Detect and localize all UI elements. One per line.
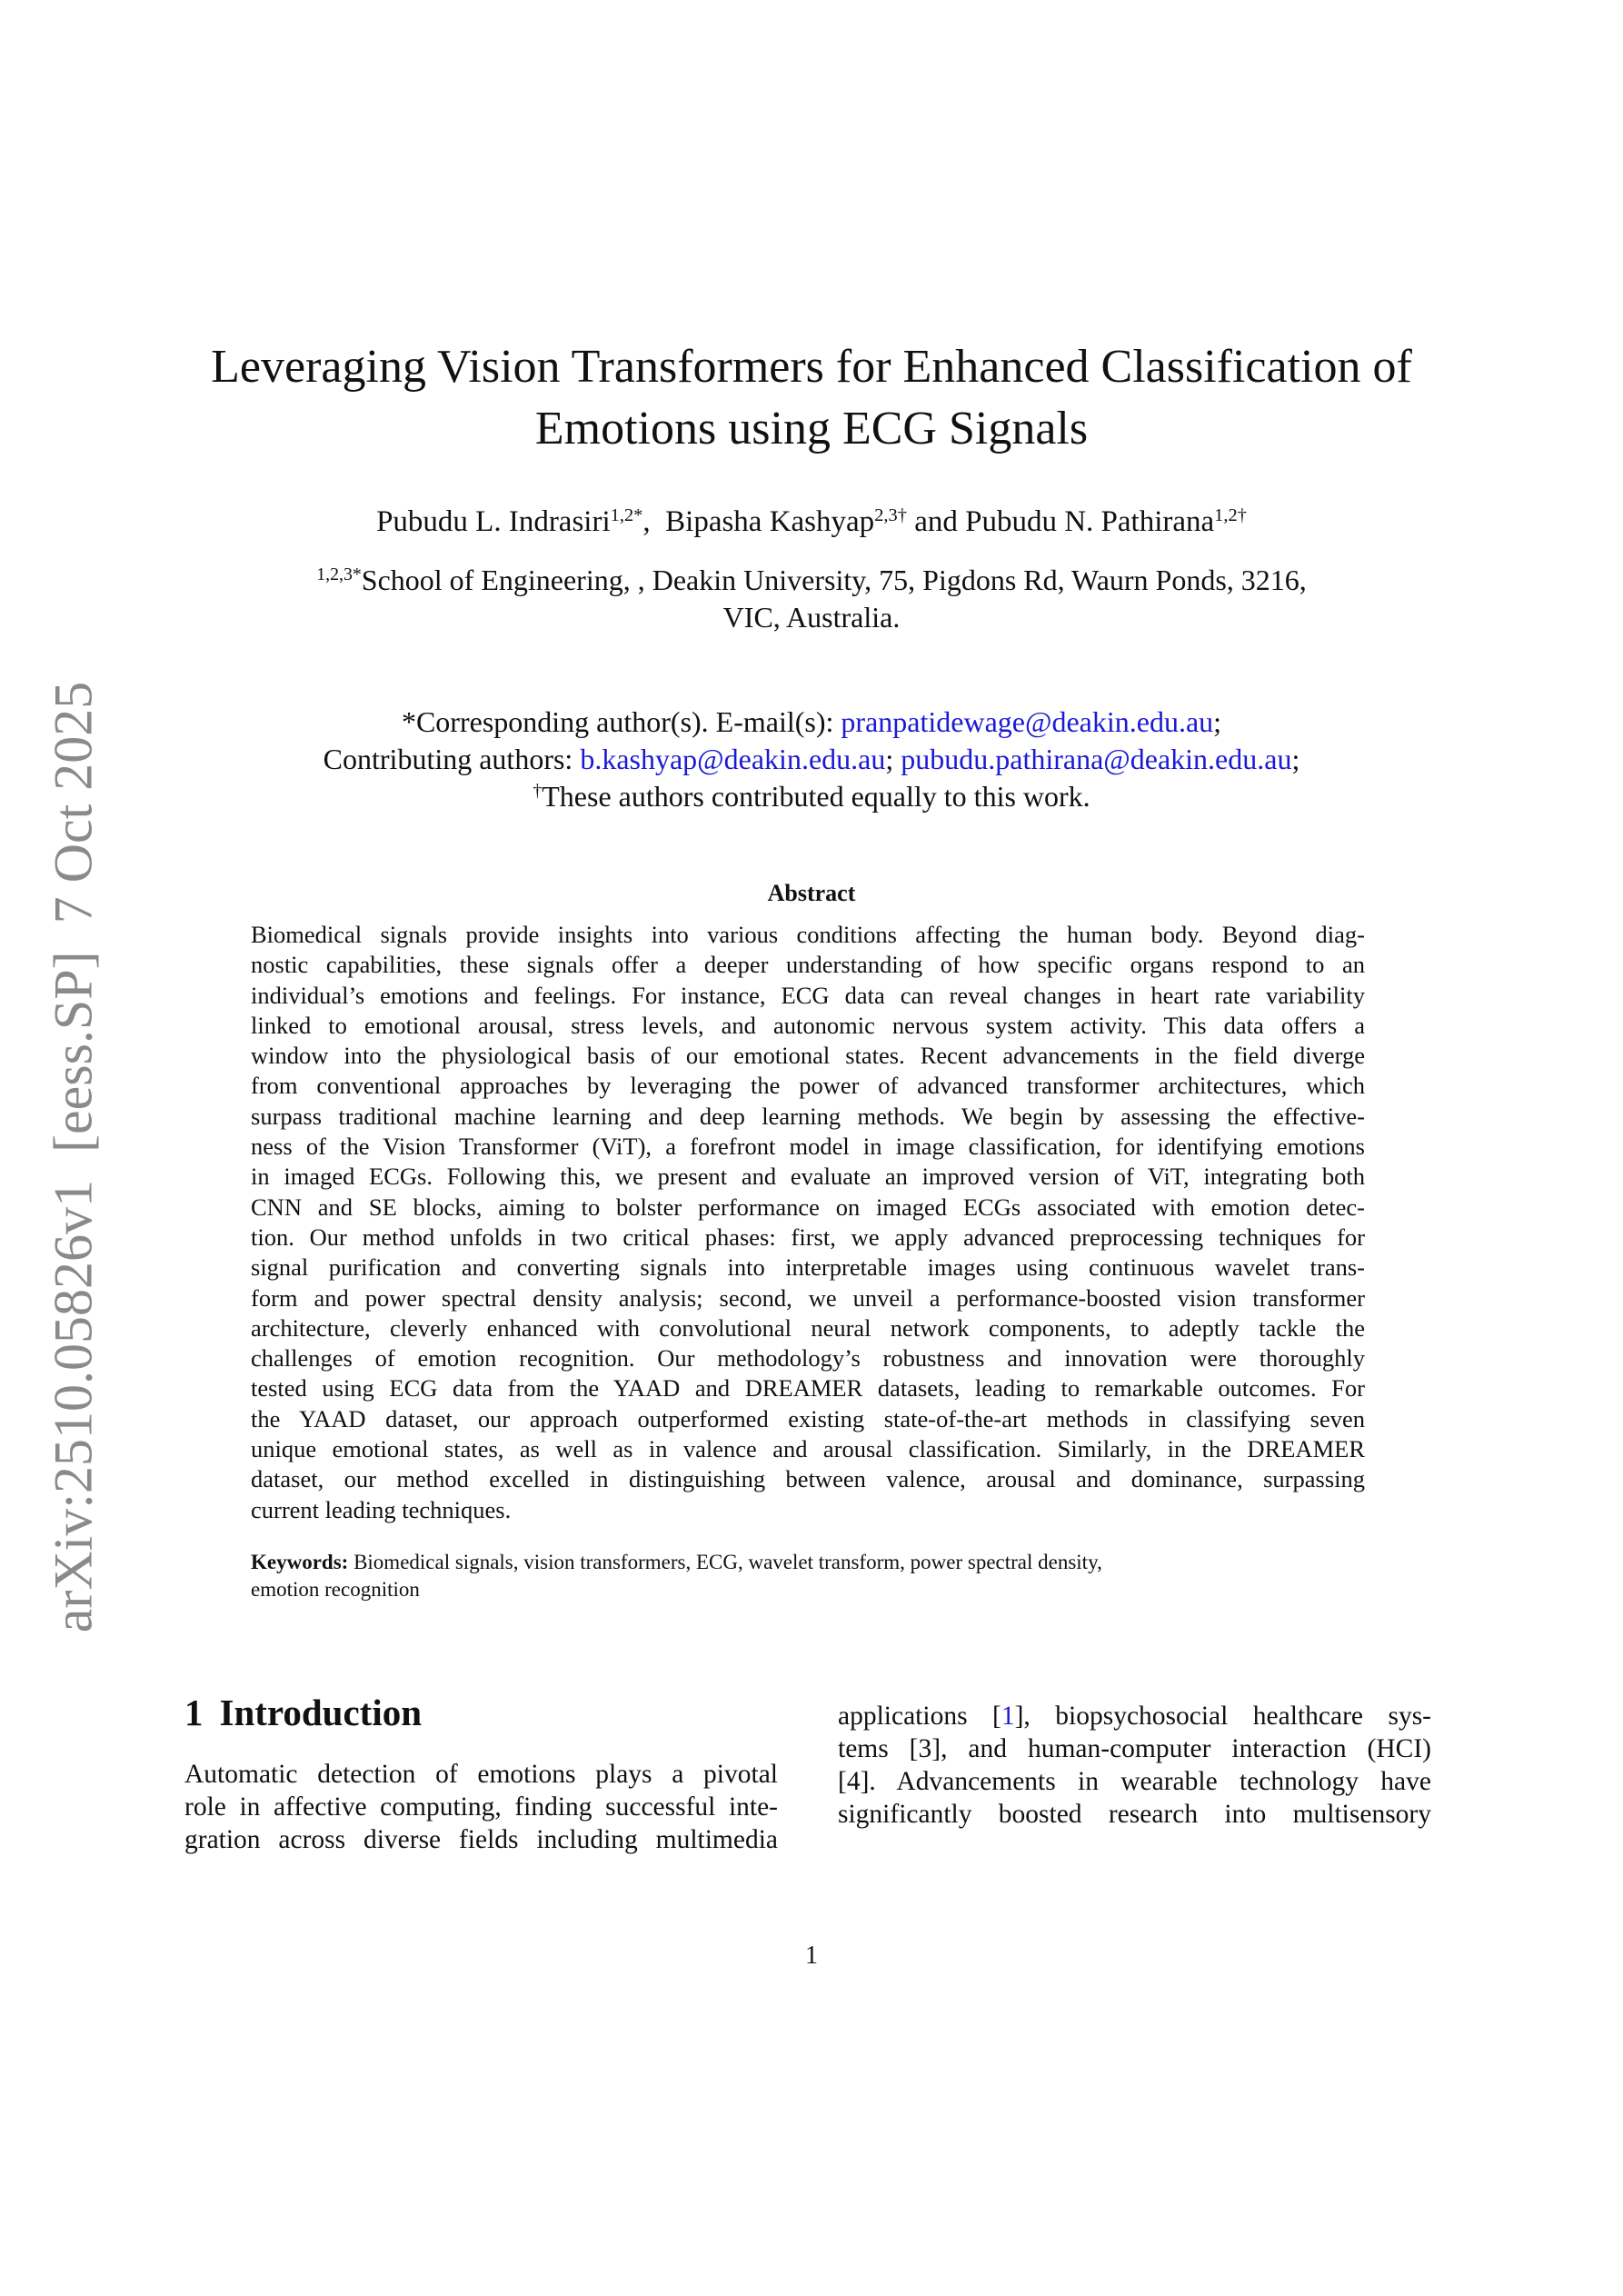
intro-left-column: [184, 1758, 778, 1856]
affiliation: [0, 562, 1623, 636]
abstract-line: signal purification and converting signals into interpretable images using continuous wavelet trans-: [251, 1253, 1365, 1282]
corresponding-email-link[interactable]: pranpatidewage@deakin.edu.au: [841, 705, 1214, 738]
section-heading-introduction: [184, 1691, 422, 1734]
abstract-line: dataset, our method excelled in distinguishing between valence, arousal and dominance, surpassing: [251, 1465, 1365, 1493]
body-line: [4]. Advancements in wearable technology have: [838, 1767, 1431, 1796]
author-list: [0, 505, 1623, 539]
abstract-line: unique emotional states, as well as in valence and arousal classification. Similarly, in the DREAMER: [251, 1435, 1365, 1463]
abstract-line: in imaged ECGs. Following this, we present and evaluate an improved version of ViT, integrating both: [251, 1163, 1365, 1191]
intro-right-column: [838, 1700, 1431, 1831]
author-affil-mark: 1,2*: [610, 504, 643, 525]
abstract-line: linked to emotional arousal, stress levels, and autonomic nervous system activity. This data offers a: [251, 1011, 1365, 1039]
arxiv-side-stamp: arXiv:2510.05826v1 [eess.SP] 7 Oct 2025: [43, 681, 104, 1633]
title-line-2: Emotions using ECG Signals: [534, 403, 1089, 454]
body-line: significantly boosted research into multisensory: [838, 1800, 1431, 1829]
equal-contribution-note: These authors contributed equally to this work.: [542, 780, 1090, 813]
abstract-line: window into the physiological basis of our emotional states. Recent advancements in the field diverge: [251, 1042, 1365, 1070]
text-segment: ], biopsychosocial healthcare sys-: [1014, 1702, 1431, 1731]
abstract-line: the YAAD dataset, our approach outperformed existing state-of-the-art methods in classifying seven: [251, 1404, 1365, 1433]
abstract-line: Biomedical signals provide insights into various conditions affecting the human body. Beyond diag-: [251, 921, 1365, 948]
abstract-body: [251, 920, 1365, 1525]
punctuation: ;: [1291, 743, 1300, 775]
abstract-heading: Abstract: [767, 880, 856, 906]
section-title: Introduction: [219, 1692, 423, 1733]
abstract-line: tion. Our method unfolds in two critical phases: first, we apply advanced preprocessing techniques for: [251, 1223, 1365, 1251]
body-line: Automatic detection of emotions plays a pivotal: [184, 1760, 778, 1789]
abstract-line: current leading techniques.: [251, 1495, 512, 1523]
keywords-line-2: emotion recognition: [251, 1578, 420, 1601]
abstract-line: nostic capabilities, these signals offer a deeper understanding of how specific organs respond to an: [251, 951, 1365, 979]
section-number: 1: [184, 1692, 204, 1733]
correspondence-block: [0, 704, 1623, 815]
author-separator: and: [906, 505, 966, 538]
author-name: Pubudu N. Pathirana: [965, 505, 1215, 538]
contributing-email-link-2[interactable]: pubudu.pathirana@deakin.edu.au: [901, 743, 1292, 775]
keywords-label: Keywords:: [251, 1551, 349, 1573]
contributing-label: Contributing authors:: [323, 743, 581, 775]
keywords-line-1: Biomedical signals, vision transformers, ECG, wavelet transform, power spectral density,: [348, 1551, 1102, 1573]
title-line-1: Leveraging Vision Transformers for Enhanced Classification of: [211, 341, 1412, 393]
citation-link-1[interactable]: 1: [1001, 1702, 1015, 1731]
abstract-line: challenges of emotion recognition. Our methodology’s robustness and innovation were thoroughly: [251, 1344, 1365, 1373]
abstract-line: form and power spectral density analysis; second, we unveil a performance-boosted vision transformer: [251, 1283, 1365, 1312]
corresponding-label: *Corresponding author(s). E-mail(s):: [401, 705, 841, 738]
body-line: gration across diverse fields including multimedia: [184, 1825, 778, 1854]
abstract-line: architecture, cleverly enhanced with convolutional neural network components, to adeptly tackle the: [251, 1313, 1365, 1342]
abstract-line: individual’s emotions and feelings. For instance, ECG data can reveal changes in heart rate variability: [251, 981, 1365, 1009]
dagger-mark: †: [533, 781, 543, 802]
abstract-line: CNN and SE blocks, aiming to bolster performance on imaged ECGs associated with emotion detec-: [251, 1193, 1365, 1221]
body-line: role in affective computing, finding successful inte-: [184, 1792, 778, 1822]
author-separator: ,: [642, 505, 666, 538]
affiliation-line-2: VIC, Australia.: [722, 601, 901, 634]
page-number: 1: [805, 1942, 818, 1970]
abstract-line: tested using ECG data from the YAAD and DREAMER datasets, leading to remarkable outcomes. For: [251, 1374, 1365, 1403]
keywords: [251, 1549, 1365, 1603]
punctuation: ;: [1213, 705, 1222, 738]
author-affil-mark: 2,3†: [874, 504, 907, 525]
body-line: tems [3], and human-computer interaction (HCI): [838, 1734, 1431, 1763]
author-name: Bipasha Kashyap: [665, 505, 875, 538]
text-segment: applications [: [838, 1702, 1001, 1731]
contributing-email-link-1[interactable]: b.kashyap@deakin.edu.au: [580, 743, 886, 775]
abstract-line: ness of the Vision Transformer (ViT), a forefront model in image classification, for identifying emotions: [251, 1133, 1365, 1161]
author-name: Pubudu L. Indrasiri: [376, 505, 611, 538]
affiliation-mark: 1,2,3*: [316, 564, 362, 585]
abstract-line: surpass traditional machine learning and deep learning methods. We begin by assessing the effective-: [251, 1102, 1365, 1130]
abstract-line: from conventional approaches by leveraging the power of advanced transformer architectures, which: [251, 1072, 1365, 1100]
punctuation: ;: [885, 743, 901, 775]
affiliation-line-1: School of Engineering, , Deakin University, 75, Pigdons Rd, Waurn Ponds, 3216,: [361, 564, 1307, 596]
paper-title: [0, 336, 1623, 460]
author-affil-mark: 1,2†: [1214, 504, 1247, 525]
body-line: [838, 1700, 1431, 1732]
